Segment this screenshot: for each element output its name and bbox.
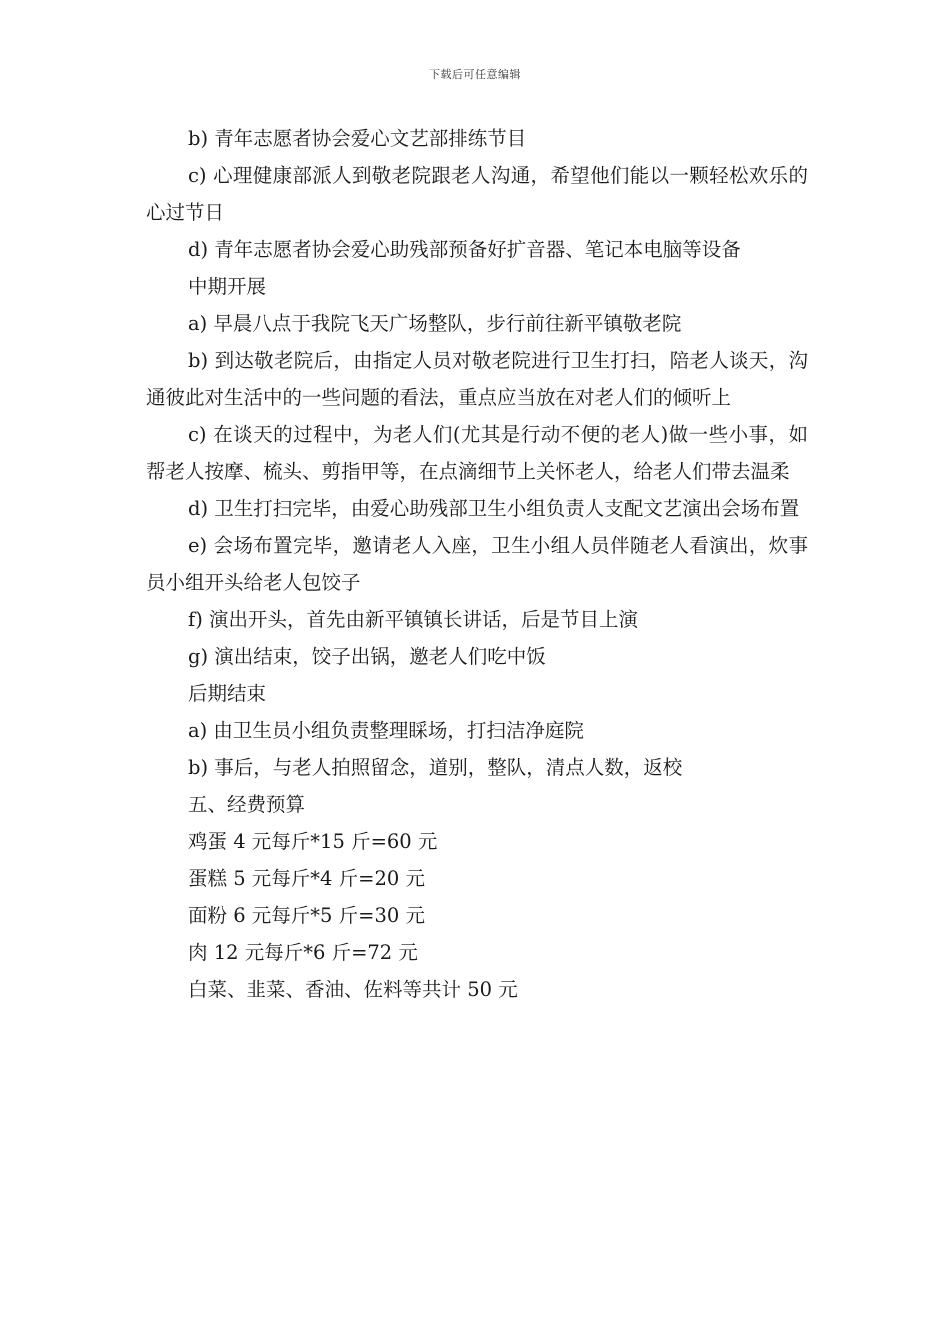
paragraph-mid-f: f) 演出开头，首先由新平镇镇长讲话，后是节目上演 <box>188 608 639 631</box>
paragraph-mid-g: g) 演出结束，饺子出锅，邀老人们吃中饭 <box>188 645 546 668</box>
budget-item-eggs: 鸡蛋 4 元每斤*15 斤=60 元 <box>188 830 438 853</box>
budget-item-vegetables: 白菜、韭菜、香油、佐料等共计 50 元 <box>188 978 518 1001</box>
budget-item-meat: 肉 12 元每斤*6 斤=72 元 <box>188 941 418 964</box>
paragraph-prep-d: d) 青年志愿者协会爱心助残部预备好扩音器、笔记本电脑等设备 <box>188 238 741 261</box>
paragraph-mid-d: d) 卫生打扫完毕，由爱心助残部卫生小组负责人支配文艺演出会场布置 <box>188 497 800 520</box>
paragraph-prep-c: c) 心理健康部派人到敬老院跟老人沟通，希望他们能以一颗轻松欢乐的心过节日 <box>146 164 808 224</box>
budget-item-flour: 面粉 6 元每斤*5 斤=30 元 <box>188 904 426 927</box>
paragraph-mid-c: c) 在谈天的过程中，为老人们(尤其是行动不便的老人)做一些小事，如帮老人按摩、梳头、剪指甲等，在点滴细节上关怀老人，给老人们带去温柔 <box>146 423 808 483</box>
paragraph-mid-e: e) 会场布置完毕，邀请老人入座，卫生小组人员伴随老人看演出，炊事员小组开头给老人包饺子 <box>146 534 808 594</box>
document-body <box>146 120 808 1008</box>
section-heading-mid: 中期开展 <box>188 275 267 298</box>
paragraph-mid-a: a) 早晨八点于我院飞天广场整队，步行前往新平镇敬老院 <box>188 312 682 335</box>
budget-item-cake: 蛋糕 5 元每斤*4 斤=20 元 <box>188 867 426 890</box>
section-heading-budget: 五、经费预算 <box>188 793 306 816</box>
section-heading-late: 后期结束 <box>188 682 267 705</box>
paragraph-prep-b: b) 青年志愿者协会爱心文艺部排练节目 <box>188 127 527 150</box>
page-header: 下载后可任意编辑 <box>429 68 521 81</box>
paragraph-late-b: b) 事后，与老人拍照留念，道别，整队，清点人数，返校 <box>188 756 683 779</box>
paragraph-late-a: a) 由卫生员小组负责整理睬场，打扫洁净庭院 <box>188 719 584 742</box>
paragraph-mid-b: b) 到达敬老院后，由指定人员对敬老院进行卫生打扫，陪老人谈天，沟通彼此对生活中的一些问题的看法，重点应当放在对老人们的倾听上 <box>146 349 808 409</box>
